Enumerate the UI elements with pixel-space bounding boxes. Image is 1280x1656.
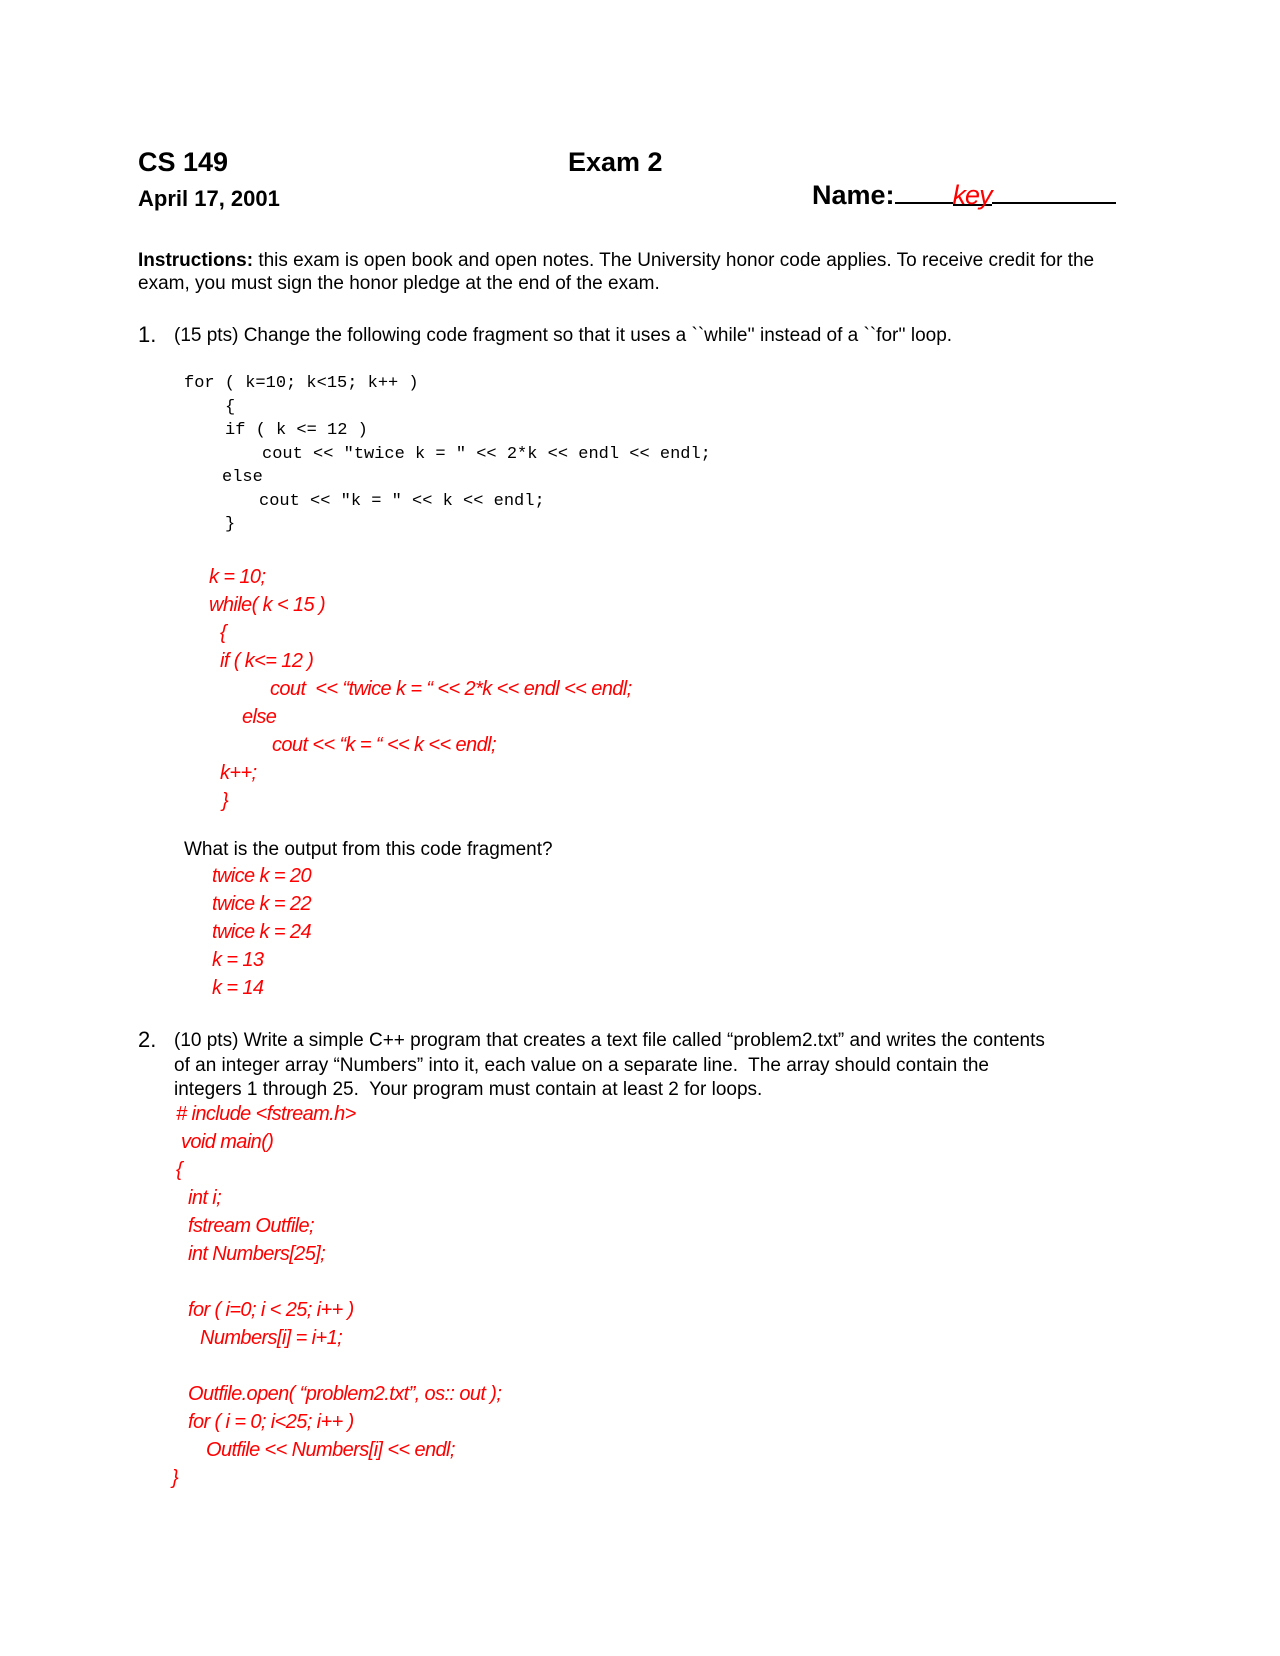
name-blank-left xyxy=(895,178,953,204)
code-line: cout << "k = " << k << endl; xyxy=(259,492,545,511)
output-line: twice k = 24 xyxy=(212,921,311,943)
answer-line: while( k < 15 ) xyxy=(209,594,326,616)
answer-line: cout << “twice k = “ << 2*k << endl << endl; xyxy=(270,678,632,700)
output-line: twice k = 20 xyxy=(212,865,311,887)
answer-line: } xyxy=(172,1467,179,1489)
output-line: twice k = 22 xyxy=(212,893,311,915)
answer-line: } xyxy=(222,790,229,812)
code-line: if ( k <= 12 ) xyxy=(225,421,368,440)
instructions-text: this exam is open book and open notes. The University honor code applies. To receive credit for the exam, you must sign the honor pledge at the end of the exam. xyxy=(138,250,1095,294)
code-line: } xyxy=(225,515,236,534)
exam-title: Exam 2 xyxy=(568,147,663,177)
answer-line: Outfile << Numbers[i] << endl; xyxy=(206,1439,455,1461)
name-value: key xyxy=(952,180,992,210)
answer-line: # include <fstream.h> xyxy=(176,1103,356,1125)
q1-number: 1. xyxy=(138,322,157,347)
q1-prompt: (15 pts) Change the following code fragment so that it uses a ``while'' instead of a ``for'' loop. xyxy=(174,325,953,346)
code-line: else xyxy=(222,468,263,487)
answer-line: int Numbers[25]; xyxy=(188,1243,326,1265)
answer-line: if ( k<= 12 ) xyxy=(220,650,314,672)
answer-line: for ( i=0; i < 25; i++ ) xyxy=(188,1299,354,1321)
name-blank-right xyxy=(992,178,1116,204)
q2-number: 2. xyxy=(138,1027,157,1052)
instructions-label: Instructions: xyxy=(138,250,254,271)
q2-prompt-line: (10 pts) Write a simple C++ program that creates a text file called “problem2.txt” and writes the contents xyxy=(174,1030,1045,1051)
answer-line: for ( i = 0; i<25; i++ ) xyxy=(188,1411,354,1433)
instructions xyxy=(138,249,1148,295)
answer-line: Numbers[i] = i+1; xyxy=(200,1327,343,1349)
name-field xyxy=(782,147,1116,242)
answer-line: { xyxy=(220,622,227,644)
code-line: for ( k=10; k<15; k++ ) xyxy=(184,374,419,393)
exam-date: April 17, 2001 xyxy=(138,186,280,211)
answer-line: fstream Outfile; xyxy=(188,1215,314,1237)
code-line: cout << "twice k = " << 2*k << endl << endl; xyxy=(262,445,711,464)
answer-line: Outfile.open( “problem2.txt”, os:: out ); xyxy=(188,1383,502,1405)
output-line: k = 13 xyxy=(212,949,264,971)
code-line: { xyxy=(225,398,236,417)
q2-prompt-line: of an integer array “Numbers” into it, each value on a separate line. The array should contain the xyxy=(174,1055,989,1076)
course-title: CS 149 xyxy=(138,147,229,177)
answer-line: k = 10; xyxy=(209,566,266,588)
answer-line: else xyxy=(242,706,277,728)
output-line: k = 14 xyxy=(212,977,264,999)
q1-output-question: What is the output from this code fragment? xyxy=(184,839,553,860)
answer-line: k++; xyxy=(220,762,257,784)
answer-line: int i; xyxy=(188,1187,222,1209)
answer-line: { xyxy=(176,1159,183,1181)
answer-line: void main() xyxy=(181,1131,274,1153)
answer-line: cout << “k = “ << k << endl; xyxy=(272,734,496,756)
name-label: Name: xyxy=(812,180,895,210)
q2-prompt-line: integers 1 through 25. Your program must contain at least 2 for loops. xyxy=(174,1079,763,1100)
